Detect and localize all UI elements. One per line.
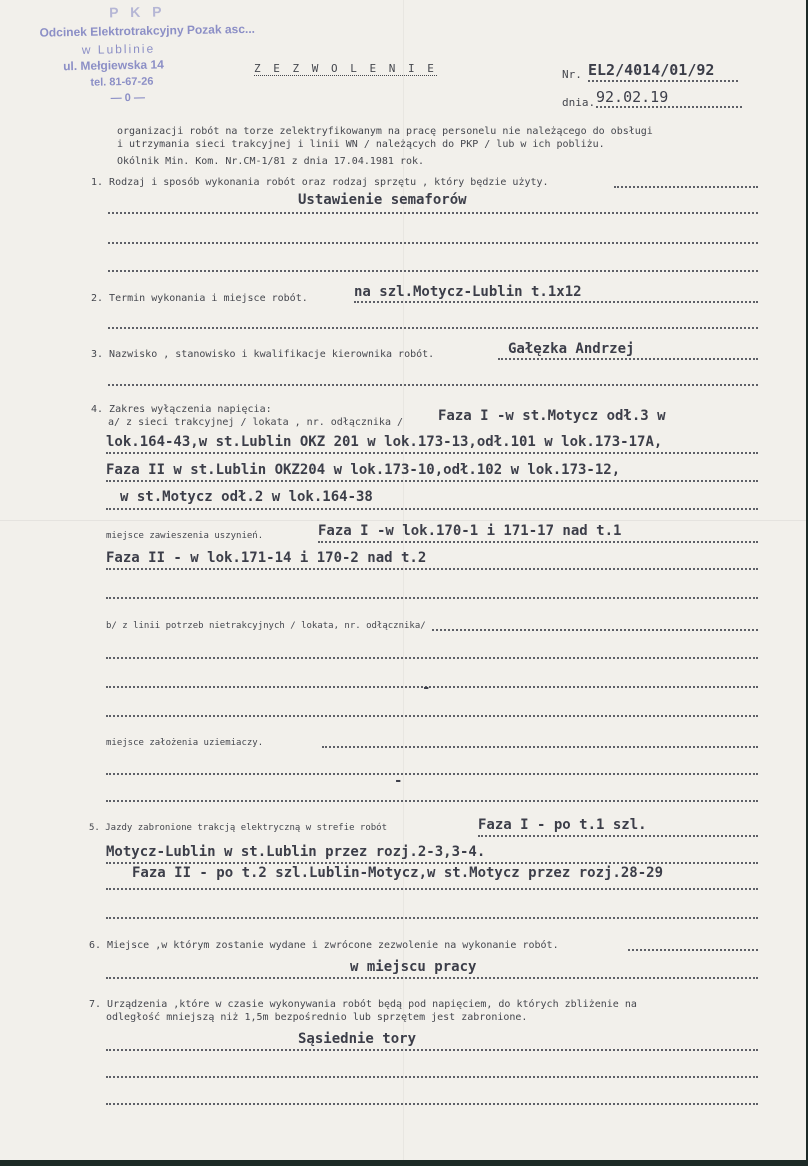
intro-line2: i utrzymania sieci trakcyjnej i linii WN / należących do PKP / lub w ich pobliżu. [117,139,605,150]
sub-b-dots-2 [106,686,758,688]
uszynienia-dots-2 [106,568,758,570]
section5-dots-3 [106,888,758,890]
section6-label: 6. Miejsce ,w którym zostanie wydane i zwrócone zezwolenie na wykonanie robót. [89,940,559,951]
stamp-line1: P K P [109,3,166,21]
sub-b-dots-1 [106,657,758,659]
section5-dots-2 [106,862,758,864]
permit-number-dots [588,80,738,82]
uziemiacze-dash: - [394,773,403,789]
section3-value: Gałęzka Andrzej [508,341,635,357]
stamp-line5: tel. 81-67-26 [90,75,154,89]
date-label: dnia. [562,96,596,109]
section6-dots [106,977,758,979]
section2-value: na szl.Motycz-Lublin t.1x12 [354,284,582,300]
section2-dots [108,327,758,329]
section7-dots-2 [106,1076,758,1078]
sub-b-dots-3 [106,715,758,717]
document-title: Z E Z W O L E N I E [254,62,437,75]
section5-line1: Faza I - po t.1 szl. [478,817,647,833]
section2-label: 2. Termin wykonania i miejsce robót. [91,293,308,304]
nr-label: Nr. [562,68,582,81]
section1-value: Ustawienie semaforów [298,192,467,208]
uszynienia-line1: Faza I -w lok.170-1 i 171-17 nad t.1 [318,523,622,539]
uszynienia-dots-3 [106,597,758,599]
permit-number: EL2/4014/01/92 [588,61,715,79]
section1-dots-1 [108,212,758,214]
section4-a-line1: Faza I -w st.Motycz odł.3 w [438,408,666,424]
uszynienia-label: miejsce zawieszenia uszynień. [106,531,264,541]
section2-value-dots [354,301,758,303]
section4-a-dots-3 [106,508,758,510]
section1-label: 1. Rodzaj i sposób wykonania robót oraz rodzaj sprzętu , który będzie użyty. [91,177,549,188]
section7-value: Sąsiednie tory [298,1031,417,1047]
section1-dots-3 [108,270,758,272]
office-stamp [29,3,256,113]
stamp-line2: Odcinek Elektrotrakcyjny Pozak asc... [39,21,256,40]
section4-a-line2: lok.164-43,w st.Lublin OKZ 201 w lok.173-13,odł.101 w lok.173-17A, [106,434,663,450]
section7-dots-1 [106,1049,758,1051]
section6-label-dots [628,949,758,951]
paper-fold-horizontal [0,520,806,521]
intro-line3: Okólnik Min. Kom. Nr.CM-1/81 z dnia 17.04.1981 rok. [117,156,425,167]
section1-dots-2 [108,242,758,244]
section6-value: w miejscu pracy [350,959,477,975]
section7-label-line2: odległość mniejszą niż 1,5m bezpośrednio lub sprzętem jest zabronione. [106,1012,528,1023]
stamp-line4: ul. Mełgiewska 14 [63,57,164,74]
section5-dots-1 [478,835,758,837]
section5-line3: Faza II - po t.2 szl.Lublin-Motycz,w st.Motycz przez rozj.28-29 [132,865,664,881]
section3-label: 3. Nazwisko , stanowisko i kwalifikacje kierownika robót. [91,349,435,360]
section5-dots-4 [106,917,758,919]
section4-a-dots-2 [106,480,758,482]
section3-dots [108,384,758,386]
uszynienia-line2: Faza II - w lok.171-14 i 170-2 nad t.2 [106,550,427,566]
sub-b-label-dots [432,629,758,631]
section4-sub-b: b/ z linii potrzeb nietrakcyjnych / lokata, nr. odłącznika/ [106,621,426,631]
section4-a-dots-1 [106,452,758,454]
uziemiacze-dots-3 [106,800,758,802]
section7-dots-3 [106,1103,758,1105]
intro-line1: organizacji robót na torze zelektryfikowanym na pracę personelu nie należącego do obsługi [117,126,653,137]
section4-label: 4. Zakres wyłączenia napięcia: [91,404,272,415]
paper-fold-vertical [403,0,404,1160]
sub-b-dash: - [422,680,431,696]
uziemiacze-dots-1 [322,746,758,748]
stamp-line3: w Lublinie [81,41,156,57]
section4-sub-a: a/ z sieci trakcyjnej / lokata , nr. odłącznika / [108,417,404,428]
section1-label-dots [614,186,758,188]
section3-value-dots [498,358,758,360]
section7-label-line1: 7. Urządzenia ,które w czasie wykonywania robót będą pod napięciem, do których zbliżenie na [89,999,637,1010]
permit-date: 92.02.19 [596,88,669,106]
section5-label: 5. Jazdy zabronione trakcją elektryczną w strefie robót [89,823,388,833]
section4-a-line3: Faza II w st.Lublin OKZ204 w lok.173-10,odł.102 w lok.173-12, [106,462,621,478]
section4-a-line4: w st.Motycz odł.2 w lok.164-38 [120,489,373,505]
uziemiacze-dots-2 [106,773,758,775]
stamp-line6: — 0 — [110,91,146,105]
uszynienia-dots-1 [318,541,758,543]
uziemiacze-label: miejsce założenia uziemiaczy. [106,738,264,748]
section5-line2: Motycz-Lublin w st.Lublin przez rozj.2-3,3-4. [106,844,486,860]
permit-date-dots [596,106,742,108]
